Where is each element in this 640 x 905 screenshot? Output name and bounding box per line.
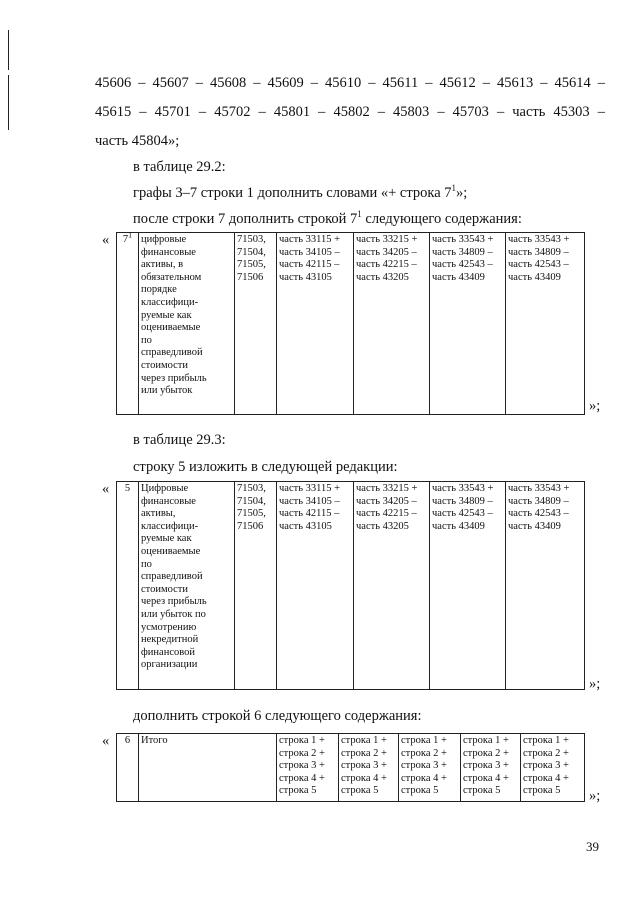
cell-line: строка 5 bbox=[341, 785, 379, 797]
table-29-2-row-7-1 bbox=[116, 232, 585, 415]
table-row-number: 6 bbox=[117, 734, 139, 802]
page-number: 39 bbox=[586, 839, 599, 854]
cell-line: часть 43409 bbox=[432, 520, 485, 532]
table2-close: »; bbox=[589, 676, 601, 692]
cell-line: финансовые bbox=[141, 495, 196, 507]
cell-line: часть 34809 – bbox=[432, 495, 493, 507]
cell-line: часть 42115 – bbox=[279, 259, 340, 271]
cell-line: строка 2 + bbox=[401, 747, 447, 759]
table-row-number: 5 bbox=[117, 482, 139, 690]
cell-line: строка 3 + bbox=[341, 760, 387, 772]
cell-line: строка 2 + bbox=[279, 747, 325, 759]
cell-line: справедливой bbox=[141, 571, 203, 583]
cell-line: строка 5 bbox=[279, 785, 317, 797]
cell-line: часть 42543 – bbox=[508, 259, 569, 271]
cell-line: строка 1 + bbox=[463, 735, 509, 746]
margin-line-bottom bbox=[8, 75, 9, 130]
table-row-number: $7^1$ bbox=[117, 233, 139, 415]
cell-line: усмотрению bbox=[141, 621, 197, 633]
cell-line: активы, bbox=[141, 508, 176, 520]
cell-line: часть 42543 – bbox=[432, 259, 493, 271]
cell-line: строка 2 + bbox=[463, 747, 509, 759]
table3-open-quote: « bbox=[102, 733, 110, 749]
cell-line: часть 42543 – bbox=[508, 508, 569, 520]
cell-line: некредитной bbox=[141, 634, 199, 646]
margin-line-top bbox=[8, 30, 9, 70]
cell-line: или убыток по bbox=[141, 608, 206, 620]
intro-line-1: 45606 – 45607 – 45608 – 45609 – 45610 – 45611 – 45612 – 45613 – 45614 – bbox=[95, 75, 605, 91]
cell-line: часть 33543 + bbox=[432, 483, 494, 494]
heading-table-29-3: в таблице 29.3: bbox=[133, 432, 226, 448]
table-column-4 bbox=[354, 482, 430, 690]
cell-line: активы, в bbox=[141, 259, 184, 271]
cell-line: по bbox=[141, 558, 152, 570]
table-row-name bbox=[139, 233, 235, 415]
cell-line: часть 33215 + bbox=[356, 483, 418, 494]
table-29-3-row-5 bbox=[116, 481, 585, 690]
cell-line: 71505, bbox=[237, 508, 266, 520]
cell-line: порядке bbox=[141, 284, 177, 296]
cell-line: обязательном bbox=[141, 271, 202, 283]
table-column-6 bbox=[506, 233, 585, 415]
cell-line: часть 34205 – bbox=[356, 495, 417, 507]
cell-line: финансовой bbox=[141, 646, 195, 658]
table-column-3 bbox=[277, 233, 354, 415]
cell-line: часть 34205 – bbox=[356, 246, 417, 258]
instruction-29-3: строку 5 изложить в следующей редакции: bbox=[133, 459, 398, 475]
cell-line: часть 33543 + bbox=[432, 234, 494, 245]
cell-line: строка 5 bbox=[401, 785, 439, 797]
cell-line: строка 4 + bbox=[279, 772, 325, 784]
table1-close: »; bbox=[589, 398, 601, 414]
cell-line: организации bbox=[141, 659, 198, 671]
table1-open-quote: « bbox=[102, 232, 110, 248]
instruction-29-2-columns: графы 3–7 строки 1 дополнить словами «+ строка $7^1$»; bbox=[133, 183, 468, 201]
cell-line: часть 43205 bbox=[356, 271, 409, 283]
cell-line: строка 4 + bbox=[341, 772, 387, 784]
table-column-6 bbox=[506, 482, 585, 690]
table-row-name bbox=[139, 482, 235, 690]
table3-close: »; bbox=[589, 788, 601, 804]
table-account-numbers bbox=[235, 482, 277, 690]
cell-line: часть 42115 – bbox=[279, 508, 340, 520]
cell-line: часть 34105 – bbox=[279, 246, 340, 258]
table-row-6-total bbox=[116, 733, 585, 802]
table-column-3 bbox=[277, 482, 354, 690]
intro-line-2: 45615 – 45701 – 45702 – 45801 – 45802 – 45803 – 45703 – часть 45303 – bbox=[95, 104, 605, 120]
cell-line: стоимости bbox=[141, 359, 189, 371]
cell-line: строка 1 + bbox=[279, 735, 325, 746]
cell-line: справедливой bbox=[141, 347, 203, 359]
cell-line: часть 43205 bbox=[356, 520, 409, 532]
cell-line: часть 42215 – bbox=[356, 259, 417, 271]
cell-line: цифровые bbox=[141, 234, 187, 245]
cell-line: часть 33543 + bbox=[508, 483, 570, 494]
instruction-add-row-6: дополнить строкой 6 следующего содержания: bbox=[133, 708, 422, 724]
cell-line: часть 34809 – bbox=[432, 246, 493, 258]
cell-line: строка 3 + bbox=[463, 760, 509, 772]
cell-line: руемые как bbox=[141, 309, 192, 321]
cell-line: стоимости bbox=[141, 583, 189, 595]
cell-line: строка 2 + bbox=[523, 747, 569, 759]
table-column-3 bbox=[277, 734, 339, 802]
cell-line: 71505, bbox=[237, 259, 266, 271]
cell-line: часть 33115 + bbox=[279, 234, 341, 245]
table-column-4 bbox=[354, 233, 430, 415]
table-column-7 bbox=[521, 734, 585, 802]
cell-line: оцениваемые bbox=[141, 545, 201, 557]
cell-line: строка 2 + bbox=[341, 747, 387, 759]
table-column-5 bbox=[399, 734, 461, 802]
cell-line: часть 34809 – bbox=[508, 246, 569, 258]
table-column-5 bbox=[430, 482, 506, 690]
cell-line: строка 3 + bbox=[523, 760, 569, 772]
cell-line: часть 43105 bbox=[279, 520, 332, 532]
cell-line: часть 33215 + bbox=[356, 234, 418, 245]
table-row-name: Итого bbox=[139, 734, 277, 802]
cell-line: классифици- bbox=[141, 520, 199, 532]
table-column-6 bbox=[461, 734, 521, 802]
cell-line: часть 42543 – bbox=[432, 508, 493, 520]
cell-line: часть 42215 – bbox=[356, 508, 417, 520]
cell-line: часть 33115 + bbox=[279, 483, 341, 494]
cell-line: 71506 bbox=[237, 271, 264, 283]
cell-line: 71504, bbox=[237, 246, 266, 258]
cell-line: строка 1 + bbox=[341, 735, 387, 746]
cell-line: классифици- bbox=[141, 296, 199, 308]
cell-line: через прибыль bbox=[141, 596, 207, 608]
cell-line: часть 43409 bbox=[508, 520, 561, 532]
cell-line: строка 4 + bbox=[401, 772, 447, 784]
cell-line: строка 5 bbox=[523, 785, 561, 797]
cell-line: или убыток bbox=[141, 385, 193, 397]
cell-line: строка 1 + bbox=[401, 735, 447, 746]
cell-line: строка 5 bbox=[463, 785, 501, 797]
cell-line: по bbox=[141, 334, 152, 346]
cell-line: строка 4 + bbox=[523, 772, 569, 784]
cell-line: строка 1 + bbox=[523, 735, 569, 746]
table-column-4 bbox=[339, 734, 399, 802]
cell-line: 71504, bbox=[237, 495, 266, 507]
cell-line: 71503, bbox=[237, 483, 266, 494]
cell-line: часть 43409 bbox=[508, 271, 561, 283]
cell-line: 71506 bbox=[237, 520, 264, 532]
cell-line: часть 43409 bbox=[432, 271, 485, 283]
cell-line: часть 33543 + bbox=[508, 234, 570, 245]
table2-open-quote: « bbox=[102, 481, 110, 497]
cell-line: руемые как bbox=[141, 533, 192, 545]
cell-line: 71503, bbox=[237, 234, 266, 245]
cell-line: Цифровые bbox=[141, 483, 189, 494]
cell-line: строка 4 + bbox=[463, 772, 509, 784]
cell-line: строка 3 + bbox=[279, 760, 325, 772]
cell-line: финансовые bbox=[141, 246, 196, 258]
cell-line: строка 3 + bbox=[401, 760, 447, 772]
cell-line: часть 43105 bbox=[279, 271, 332, 283]
heading-table-29-2: в таблице 29.2: bbox=[133, 159, 226, 175]
intro-line-3: часть 45804»; bbox=[95, 133, 180, 149]
cell-line: часть 34105 – bbox=[279, 495, 340, 507]
cell-line: оцениваемые bbox=[141, 322, 201, 334]
cell-line: часть 34809 – bbox=[508, 495, 569, 507]
table-account-numbers bbox=[235, 233, 277, 415]
cell-line: через прибыль bbox=[141, 372, 207, 384]
instruction-29-2-add-row: после строки 7 дополнить строкой $7^1$ следующего содержания: bbox=[133, 209, 522, 227]
table-column-5 bbox=[430, 233, 506, 415]
